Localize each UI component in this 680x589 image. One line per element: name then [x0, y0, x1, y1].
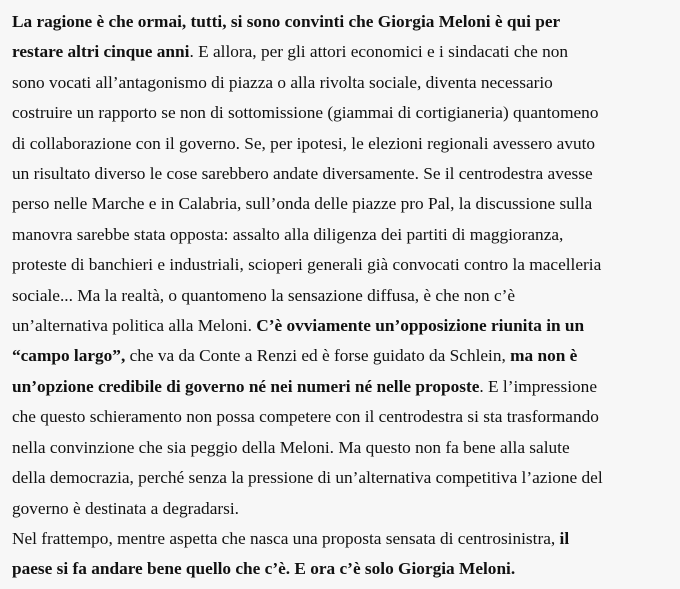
bold-text: La ragione è che ormai, tutti, si sono convinti che Giorgia Meloni è qui per [12, 12, 561, 31]
text-line [12, 372, 676, 402]
paragraph-main [12, 7, 676, 524]
text-line [12, 281, 676, 311]
bold-text: un’opzione credibile di governo né nei numeri né nelle proposte [12, 376, 480, 396]
bold-text: ma non è [510, 346, 578, 366]
article-body [12, 7, 676, 585]
text-line [12, 159, 676, 189]
plain-text: costruire un rapporto se non di sottomissione (giammai di cortigianeria) quantomeno [12, 103, 599, 123]
text-line [12, 402, 676, 432]
plain-text: di collaborazione con il governo. Se, per ipotesi, le elezioni regionali avessero avuto [12, 133, 596, 153]
text-line [12, 494, 676, 524]
plain-text: che va da Conte a Renzi ed è forse guidato da Schlein, [125, 346, 511, 366]
text-line [12, 250, 676, 280]
plain-text: . E allora, per gli attori economici e i sindacati che non [189, 42, 569, 62]
text-line [12, 554, 676, 584]
plain-text: della democrazia, perché senza la pressione di un’alternativa competitiva l’azione del [12, 468, 603, 488]
plain-text: un’alternativa politica alla Meloni. [12, 316, 257, 336]
text-line [12, 37, 676, 67]
bold-text: C’è ovviamente un’opposizione riunita in un [256, 316, 585, 336]
text-line [12, 189, 676, 219]
plain-text: sociale... Ma la realtà, o quantomeno la sensazione diffusa, è che non c’è [12, 285, 516, 305]
plain-text: che questo schieramento non possa competere con il centrodestra si sta trasformando [12, 407, 599, 427]
bold-text: paese si fa andare bene quello che c’è. E ora c’è solo Giorgia Meloni. [12, 559, 516, 579]
bold-text: restare altri cinque anni [12, 42, 190, 62]
text-line [12, 7, 676, 37]
text-line [12, 68, 676, 98]
plain-text: nella convinzione che sia peggio della Meloni. Ma questo non fa bene alla salute [12, 437, 570, 457]
plain-text: . E l’impressione [479, 376, 597, 396]
plain-text: proteste di banchieri e industriali, scioperi generali già convocati contro la macelleria [12, 255, 602, 275]
text-line [12, 341, 676, 371]
text-line [12, 524, 676, 554]
paragraph-conclusion [12, 524, 676, 585]
text-line [12, 463, 676, 493]
text-line [12, 433, 676, 463]
plain-text: perso nelle Marche e in Calabria, sull’onda delle piazze pro Pal, la discussione sulla [12, 194, 593, 214]
bold-text: “campo largo”, [12, 346, 126, 366]
bold-text: il [559, 528, 570, 548]
plain-text: Nel frattempo, mentre aspetta che nasca una proposta sensata di centrosinistra, [12, 528, 560, 548]
plain-text: un risultato diverso le cose sarebbero andate diversamente. Se il centrodestra avesse [12, 164, 593, 184]
text-line [12, 98, 676, 128]
text-line [12, 311, 676, 341]
plain-text: governo è destinata a degradarsi. [12, 498, 239, 518]
text-line [12, 129, 676, 159]
plain-text: manovra sarebbe stata opposta: assalto alla diligenza dei partiti di maggioranza, [12, 224, 564, 244]
text-line [12, 220, 676, 250]
plain-text: sono vocati all’antagonismo di piazza o alla rivolta sociale, diventa necessario [12, 72, 553, 92]
